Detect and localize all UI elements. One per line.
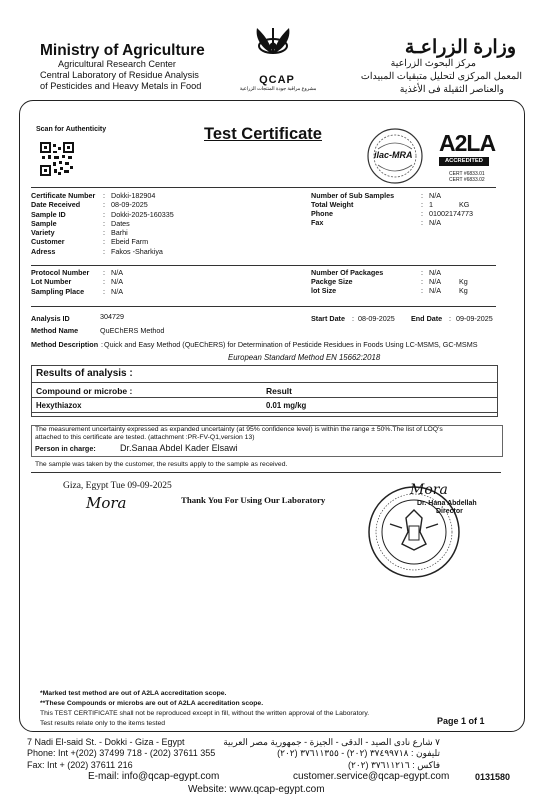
qcap-logo-icon (243, 24, 303, 74)
field-value: Dates (111, 218, 130, 228)
field-value: N/A (429, 268, 441, 277)
field-label: Adress (31, 246, 56, 256)
ministry-title-en: Ministry of Agriculture (40, 42, 205, 59)
footer-fax-ar: فاكس : ٣٧٦١١٢١٦ (٢٠٢) (348, 760, 440, 770)
serial-number: 0131580 (475, 772, 511, 782)
field-value: 08-09-2025 (111, 200, 148, 210)
field-label: Variety (31, 228, 55, 238)
uncertainty-line-2: attached to this certificate are tested. (attachment :PR-FV-Q1,version 13) (35, 434, 255, 441)
field-value: Ebeid Farm (111, 237, 149, 247)
field-value: N/A (111, 286, 123, 296)
footer-phone-ar: تليفون : ٣٧٤٩٩٧١٨ (٢٠٢) - ٣٧٦١١٣٥٥ (٢٠٢) (277, 748, 440, 758)
signature-director: Mora (410, 482, 448, 498)
uncertainty-line-1: The measurement uncertainty expressed as expanded uncertainty (at 95% confidence level) is within the range ± 50%.The list of LOQ's (35, 426, 443, 433)
field-label: Protocol Number (31, 268, 90, 277)
field-unit (459, 191, 479, 200)
field-value: Fakos -Sharkiya (111, 246, 163, 256)
field-value: N/A (111, 268, 123, 277)
field-label: Certificate Number (31, 191, 96, 200)
results-col-compound: Compound or microbe : (36, 386, 133, 396)
field-label: Packge Size (311, 277, 353, 286)
certificate-title: Test Certificate (204, 125, 322, 143)
a2la-logo-icon (437, 130, 496, 176)
header-ar-line-3: والعناصر الثقيلة فى الأغذية (399, 84, 504, 95)
qr-code-icon[interactable] (40, 142, 74, 176)
field-value: 01002174773 (429, 209, 473, 218)
header-en-line-3: of Pesticides and Heavy Metals in Food (40, 81, 202, 91)
field-label: Sampling Place (31, 286, 85, 296)
director-name: Dr. Hana Abdellah (417, 500, 477, 507)
accredited-badge: ACCREDITED (439, 157, 489, 166)
standard-method: European Standard Method EN 15662:2018 (228, 353, 381, 362)
page-number: Page 1 of 1 (437, 716, 485, 726)
divider-3 (31, 306, 496, 307)
field-value: Dokki-182904 (111, 191, 156, 200)
field-label: Total Weight (311, 200, 354, 209)
end-date-value: 09-09-2025 (456, 314, 493, 323)
divider-2 (31, 265, 496, 266)
footer-website[interactable]: Website: www.qcap-egypt.com (188, 784, 325, 795)
analysis-id-value: 304729 (100, 312, 124, 321)
field-label: Number of Sub Samples (311, 191, 395, 200)
method-name-label: Method Name (31, 326, 79, 335)
signature-left: Mora (86, 494, 127, 512)
ilac-mra-text: ilac-MRA (374, 150, 413, 160)
field-unit (459, 218, 479, 227)
header-en-line-1: Agricultural Research Center (58, 59, 176, 69)
note-3: This TEST CERTIFICATE shall not be reproduced except in fill, without the written approval of the Laboratory. (40, 710, 370, 717)
sample-info-right: Number of Sub Samples : N/A Total Weight : 1 KG Phone : 01002174773 Fax : N/A (311, 191, 479, 227)
footer-email[interactable]: E-mail: info@qcap-egypt.com (88, 771, 220, 782)
divider-top (31, 187, 496, 188)
header-ar-line-2: المعمل المركزى لتحليل متبقيات المبيدات (360, 71, 522, 82)
footer-address-ar: ٧ شارع نادى الصيد - الدقى - الجيزة - جمهورية مصر العربية (223, 737, 440, 747)
ilac-mra-logo-icon (366, 127, 424, 185)
field-unit: Kg (459, 277, 468, 286)
analysis-id-label: Analysis ID (31, 314, 70, 323)
note-4: Test results relate only to the items tested (40, 720, 166, 727)
person-in-charge-label: Person in charge: (35, 444, 96, 453)
field-value: N/A (429, 286, 441, 295)
sample-note: The sample was taken by the customer, the results apply to the sample as received. (35, 461, 288, 468)
field-value: N/A (429, 277, 441, 286)
qcap-logo-subtitle: مشروع مراقبة جودة المنتجات الزراعية (239, 87, 317, 92)
method-description-value: Quick and Easy Method (QuEChERS) for Determination of Pesticide Residues in Foods Using LC-MSMS, GC-MSMS (104, 340, 478, 349)
field-unit: Kg (459, 286, 468, 295)
ministry-title-ar: وزارة الزراعـة (404, 37, 516, 58)
scan-label: Scan for Authenticity (36, 126, 107, 133)
footer-phone: Phone: Int +(202) 37499 718 - (202) 37611 355 (27, 748, 216, 758)
field-label: Fax (311, 218, 324, 227)
divider-4 (31, 472, 501, 473)
method-description-label: Method Description (31, 340, 99, 349)
field-label: lot Size (311, 286, 337, 295)
director-title: Director (436, 508, 463, 515)
results-heading: Results of analysis : (36, 368, 133, 379)
field-label: Sample (31, 218, 57, 228)
a2la-text: A2LA (439, 130, 496, 156)
note-2: **These Compounds or microbs are out of A2LA accreditation scope. (40, 700, 264, 707)
qcap-logo-text: QCAP (259, 74, 295, 86)
footer-address: 7 Nadi El-said St. - Dokki - Giza - Egypt (27, 737, 185, 747)
field-value: Dokki-2025-160335 (111, 209, 174, 219)
field-unit (459, 209, 479, 218)
field-value: Barhi (111, 228, 128, 238)
field-label: Phone (311, 209, 333, 218)
field-unit (459, 268, 479, 277)
method-name-value: QuEChERS Method (100, 326, 165, 335)
header-en-line-2: Central Laboratory of Residue Analysis (40, 70, 199, 80)
footer-fax: Fax: Int + (202) 37611 216 (27, 760, 133, 770)
start-date-value: 08-09-2025 (358, 314, 395, 323)
cert-number-1: CERT #6833.01 (449, 171, 485, 177)
field-label: Sample ID (31, 209, 66, 219)
field-label: Customer (31, 237, 65, 247)
field-value: N/A (111, 277, 123, 287)
header-ar-line-1: مركز البحوث الزراعية (390, 58, 476, 69)
field-value: N/A (429, 218, 441, 227)
cert-number-2: CERT #6833.02 (449, 177, 485, 183)
protocol-info-left: Protocol Number : N/A Lot Number : N/A Sampling Place : N/A (31, 268, 123, 296)
thanks-message: Thank You For Using Our Laboratory (181, 495, 326, 505)
field-unit: KG (459, 200, 470, 209)
result-compound: Hexythiazox (36, 401, 82, 410)
field-label: Number Of Packages (311, 268, 384, 277)
sample-info-left: Certificate Number : Dokki-182904 Date Received : 08-09-2025 Sample ID : Dokki-2025-160335 Sample : Dates Variety : Barhi Customer : Ebeid Farm Adress : Fakos -Sharkiya (31, 191, 174, 256)
place-date: Giza, Egypt Tue 09-09-2025 (63, 481, 172, 491)
field-label: Date Received (31, 200, 81, 210)
note-1: *Marked test method are out of A2LA accreditation scope. (40, 690, 227, 697)
footer-service-email[interactable]: customer.service@qcap-egypt.com (293, 771, 450, 782)
end-date-label: End Date (411, 314, 443, 323)
field-value: 1 (429, 200, 433, 209)
start-date-label: Start Date (311, 314, 345, 323)
person-in-charge-value: Dr.Sanaa Abdel Kader Elsawi (120, 443, 238, 453)
protocol-info-right: Number Of Packages : N/A Packge Size : N/A Kg lot Size : N/A Kg (311, 268, 479, 295)
field-label: Lot Number (31, 277, 72, 287)
results-table (31, 365, 498, 417)
results-col-result: Result (266, 386, 292, 396)
result-value: 0.01 mg/kg (266, 401, 307, 410)
field-value: N/A (429, 191, 441, 200)
